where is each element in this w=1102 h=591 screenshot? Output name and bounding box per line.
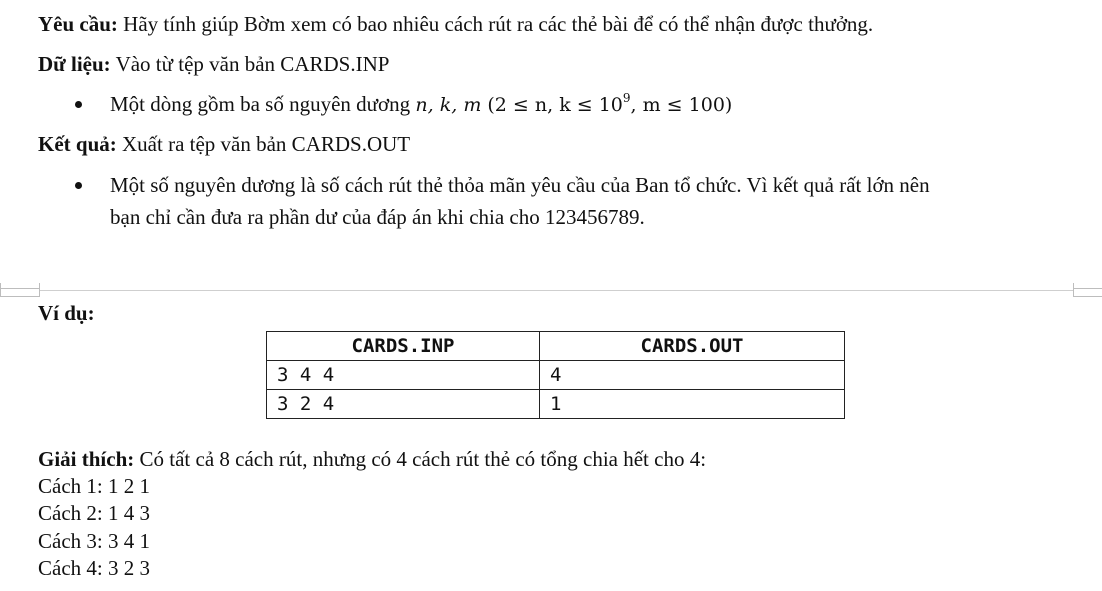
page-margin-marker-left	[0, 283, 40, 297]
requirement-text: Hãy tính giúp Bờm xem có bao nhiêu cách rút ra các thẻ bài để có thể nhận được thưởng.	[123, 12, 874, 36]
way-line: Cách 1: 1 2 1	[38, 474, 150, 498]
table-cell: 3 2 4	[267, 390, 540, 419]
way-line: Cách 2: 1 4 3	[38, 501, 150, 525]
bullet-icon	[75, 182, 82, 189]
math-variables: n, k, m	[415, 94, 482, 116]
page-margin-marker-right	[1073, 283, 1102, 297]
table-cell: 1	[540, 390, 845, 419]
output-bullet-line1: Một số nguyên dương là số cách rút thẻ thỏa mãn yêu cầu của Ban tổ chức. Vì kết quả rất lớn nên	[110, 173, 930, 197]
example-label: Ví dụ:	[38, 301, 95, 325]
math-constraint-a: (2 ≤ n, k ≤ 10	[487, 94, 623, 116]
way-line: Cách 3: 3 4 1	[38, 529, 150, 553]
math-exponent: 9	[622, 91, 631, 105]
way-line: Cách 4: 3 2 3	[38, 556, 150, 580]
table-row	[267, 361, 845, 390]
input-text: Vào từ tệp văn bản CARDS.INP	[115, 52, 390, 76]
table-header-row	[267, 332, 845, 361]
table-header-output: CARDS.OUT	[540, 332, 845, 361]
explanation-label: Giải thích:	[38, 447, 135, 471]
input-bullet	[110, 91, 732, 118]
output-bullet-line2: bạn chỉ cần đưa ra phần dư của đáp án khi chia cho 123456789.	[110, 205, 645, 229]
bullet-icon	[75, 101, 82, 108]
page-break-line	[0, 290, 1102, 291]
example-table	[266, 331, 845, 419]
explanation-paragraph	[38, 446, 706, 472]
input-math	[415, 91, 733, 116]
output-label: Kết quả:	[38, 132, 117, 156]
output-heading	[38, 131, 410, 157]
input-heading	[38, 51, 389, 77]
input-label: Dữ liệu:	[38, 52, 111, 76]
table-row	[267, 390, 845, 419]
input-bullet-text: Một dòng gồm ba số nguyên dương	[110, 92, 411, 116]
requirement-label: Yêu cầu:	[38, 12, 118, 36]
table-cell: 4	[540, 361, 845, 390]
table-header-input: CARDS.INP	[267, 332, 540, 361]
output-text: Xuất ra tệp văn bản CARDS.OUT	[122, 132, 411, 156]
table-cell: 3 4 4	[267, 361, 540, 390]
explanation-text: Có tất cả 8 cách rút, nhưng có 4 cách rút thẻ có tổng chia hết cho 4:	[139, 447, 707, 471]
math-constraint-b: , m ≤ 100)	[630, 94, 733, 116]
requirement-paragraph	[38, 11, 873, 37]
